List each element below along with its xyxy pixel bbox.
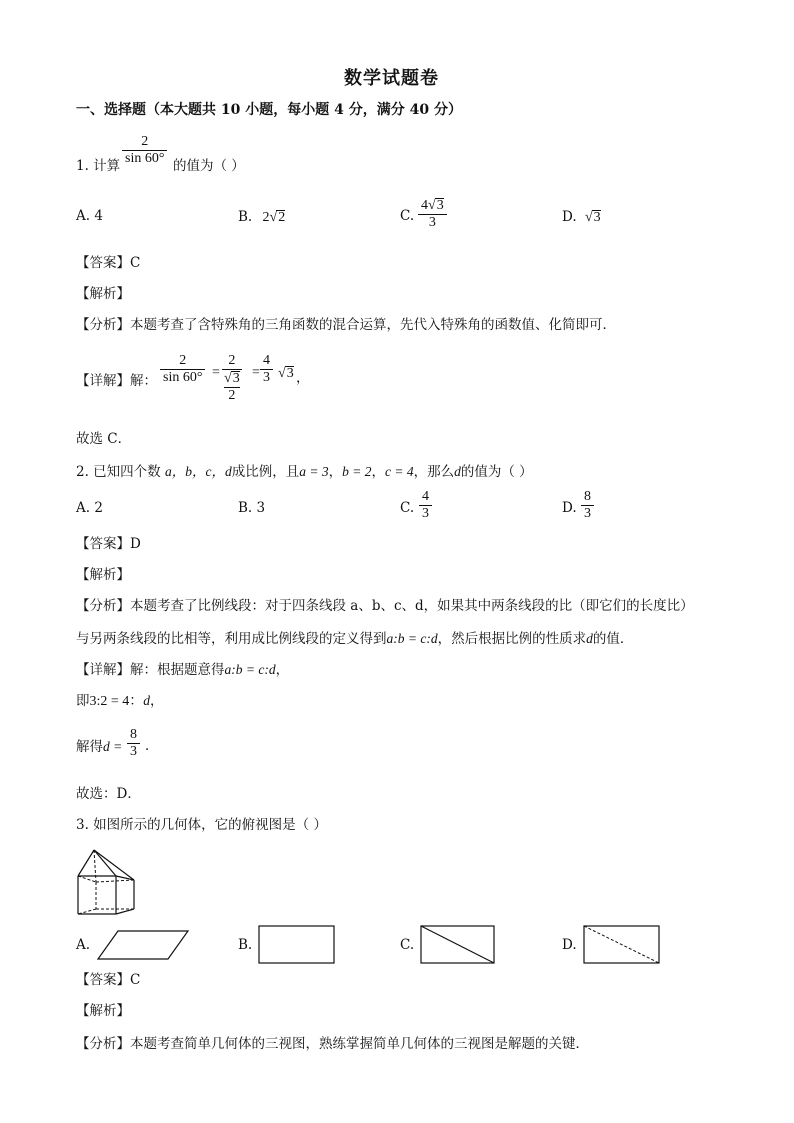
q2-option-b: B. 3 (238, 500, 266, 516)
q2-detail-fraction (127, 727, 140, 760)
q2-analysis-2a: 与另两条线段的比相等，利用成比例线段的定义得到 (76, 631, 387, 647)
q1-option-c-coef: 4 (421, 198, 428, 213)
q2-stem-c: ，那么 (413, 464, 455, 480)
q2-option-c-fraction (419, 489, 432, 522)
q3-option-b-rectangle (258, 925, 336, 965)
q1-prefix: 1. 计算 (76, 158, 121, 174)
q3-option-d-rectangle-dashed-diagonal (583, 925, 661, 965)
q2-cond-b: b = 2 (342, 464, 372, 479)
q2-conclusion: 故选：D． (76, 786, 141, 802)
q3-option-a-label: A. (76, 937, 91, 953)
q2-stem-a: 2. 已知四个数 (76, 464, 161, 480)
q2-analysis-2b: a:b = c:d (386, 631, 438, 646)
q2-detail-b: a:b = c:d (224, 662, 276, 677)
q1-option-c-label: C. (400, 208, 415, 224)
q2-option-c-num: 4 (422, 489, 429, 504)
q1-option-d-rad: 3 (593, 210, 601, 225)
q1-fraction (122, 134, 167, 167)
q1-suffix: 的值为（ ） (173, 158, 245, 174)
q1-frac-den: sin 60° (125, 151, 165, 166)
q2-answer: 【答案】D (76, 536, 141, 552)
q2-analysis-2e: 的值． (592, 631, 634, 647)
q2-option-d-num: 8 (584, 489, 591, 504)
q1-option-c-rad: 3 (436, 198, 444, 213)
q2-analysis-line1: 【分析】本题考查了比例线段：对于四条线段 a、b、c、d，如果其中两条线段的比（即它们的长度比） (76, 598, 694, 614)
q2-option-a: A. 2 (76, 500, 103, 516)
q2-detail-line3 (76, 740, 122, 755)
q3-option-c-label: C. (400, 937, 415, 953)
q1-conclusion: 故选 C． (76, 431, 132, 447)
q2-detail-2a: 即 (76, 693, 90, 709)
q1-option-c-num (418, 197, 447, 214)
q1-detail-rad (278, 366, 294, 381)
radical-sign: √ (278, 366, 286, 381)
q2-analysis-2c: ，然后根据比例的性质求 (437, 631, 587, 647)
q3-analysis: 【分析】本题考查简单几何体的三视图，熟练掌握简单几何体的三视图是解题的关键． (76, 1036, 589, 1052)
q1-jiexi: 【解析】 (76, 286, 130, 302)
q2-detail-frac-num: 8 (130, 727, 137, 742)
q3-option-c-rectangle-diagonal (420, 925, 496, 965)
q1-option-d (562, 210, 601, 225)
radical-sign: √ (269, 210, 278, 225)
q1-option-b-label: B. (238, 209, 253, 225)
q1-detail-frac-2-num: 2 (228, 353, 236, 368)
q2-option-c-label: C. (400, 500, 415, 516)
equals-sign: = (212, 365, 220, 380)
q1-detail-inner-rad-value: 3 (232, 371, 240, 386)
q1-detail-frac-3-den: 3 (263, 370, 270, 385)
q1-detail-frac-1 (160, 353, 205, 386)
q2-analysis-2d: d (586, 631, 593, 646)
q2-cond-c: c = 4 (384, 464, 414, 479)
q2-cond-a: a = 3 (299, 464, 329, 479)
q2-detail (76, 663, 289, 678)
q1-detail-frac-2-den (222, 370, 242, 404)
q2-jiexi: 【解析】 (76, 567, 130, 583)
q3-answer: 【答案】C (76, 972, 141, 988)
radical-sign: √ (428, 198, 436, 213)
q2-stem (76, 465, 533, 480)
q2-option-d-label: D. (562, 500, 577, 516)
q1-detail-rad-value: 3 (286, 366, 294, 381)
section-heading: 一、选择题（本大题共 10 小题，每小题 4 分，满分 40 分） (76, 102, 462, 118)
q1-detail-frac-1-den: sin 60° (163, 370, 203, 385)
q2-vars: a，b，c，d (164, 464, 232, 479)
q1-detail-frac-2 (222, 353, 242, 404)
q1-option-d-label: D. (562, 209, 577, 225)
q2-option-d-fraction (581, 489, 594, 522)
page-title: 数学试题卷 (344, 68, 439, 89)
q3-stem: 3. 如图所示的几何体，它的俯视图是（ ） (76, 817, 327, 833)
q1-detail-frac-3-num: 4 (263, 353, 270, 368)
q1-answer: 【答案】C (76, 255, 141, 271)
q1-detail-frac-3 (260, 353, 273, 386)
q2-detail-2c: d (143, 693, 151, 708)
q2-var-d: d (454, 464, 461, 479)
q2-detail-line2 (76, 694, 164, 709)
q2-detail-c: ， (275, 662, 290, 678)
q1-option-b (238, 210, 285, 225)
q2-detail-2d: ， (150, 693, 164, 709)
q1-option-b-rad: 2 (278, 210, 286, 225)
q2-detail-3b: d = (103, 739, 123, 754)
radical-sign: √ (584, 210, 593, 225)
q2-detail-frac-den: 3 (130, 744, 137, 759)
q1-option-c-fraction (418, 197, 447, 231)
q2-stem-b: 成比例，且 (231, 464, 300, 480)
q1-option-c-den: 3 (428, 215, 436, 230)
q1-frac-num: 2 (141, 134, 149, 149)
equals-sign: = (252, 365, 260, 380)
q2-detail-3a: 解得 (76, 739, 103, 755)
q3-option-a-parallelogram (96, 929, 190, 961)
q3-option-d-label: D. (562, 937, 577, 953)
q3-jiexi: 【解析】 (76, 1003, 130, 1019)
q1-detail-frac-1-num: 2 (179, 353, 187, 368)
q2-option-c-den: 3 (422, 506, 429, 521)
q3-solid-figure (76, 848, 140, 918)
q1-option-a: A. 4 (76, 208, 103, 224)
q2-sep-1: ， (328, 464, 343, 480)
q2-detail-period: ． (145, 738, 159, 754)
q2-option-d-den: 3 (584, 506, 591, 521)
q2-sep-2: ， (371, 464, 385, 480)
q1-detail-label: 【详解】解： (76, 373, 157, 389)
q1-detail-inner-rad (224, 371, 240, 386)
q1-detail-comma: ， (296, 370, 310, 386)
q2-stem-d: 的值为（ ） (460, 464, 533, 480)
q1-detail-inner-den: 2 (228, 388, 236, 403)
radical-sign: √ (224, 371, 232, 386)
q1-analysis: 【分析】本题考查了含特殊角的三角函数的混合运算，先代入特殊角的函数值、化简即可． (76, 317, 616, 333)
q2-detail-a: 【详解】解：根据题意得 (76, 662, 225, 678)
q1-option-b-coef: 2 (262, 210, 270, 225)
q2-analysis-line2 (76, 632, 633, 647)
q3-option-b-label: B. (238, 937, 253, 953)
q2-detail-2b: 3:2 = 4： (89, 694, 144, 709)
